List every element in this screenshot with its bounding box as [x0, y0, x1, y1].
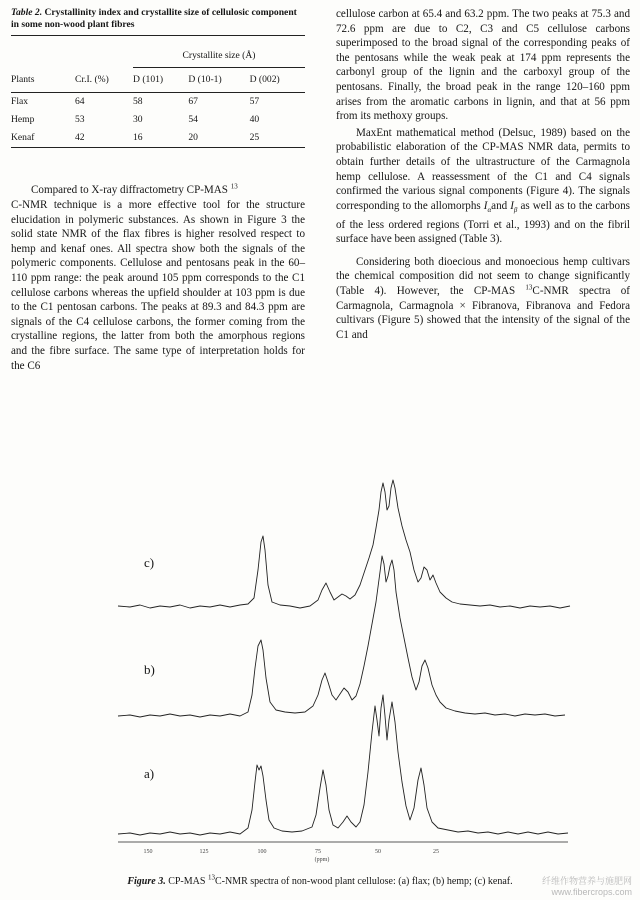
table-cell: 16 [133, 129, 188, 148]
subscript: β [513, 205, 518, 214]
spectrum-label-b: b) [144, 662, 155, 677]
table-cell: 40 [249, 114, 260, 126]
subscript: α [487, 205, 492, 214]
table-cell: 20 [188, 129, 249, 148]
body-text: and [491, 199, 508, 212]
body-paragraph [336, 255, 630, 343]
table-cell: Hemp [11, 114, 35, 126]
table-header-plants: Plants [11, 68, 75, 93]
spectrum-c-trace [118, 480, 570, 608]
superscript: 13 [525, 283, 533, 292]
table-cell: 54 [188, 114, 198, 126]
table-cell: 67 [188, 96, 198, 108]
x-tick-label: 50 [375, 849, 381, 855]
figure-caption-text: C-NMR spectra of non-wood plant cellulose: (a) flax; (b) hemp; (c) kenaf. [214, 876, 513, 887]
table-cell: 64 [75, 96, 85, 108]
table-cell: Flax [11, 96, 29, 108]
body-paragraph: cellulose carbon at 65.4 and 63.2 ppm. The two peaks at 75.3 and 72.6 ppm are due to C2, C3 and C5 cellulose carbons superimposed to the broad signal of the corresponding peaks of the pentosans while the weak peak at 174 ppm represents the carbonyl group of the lignin and the carboxyl group of the pentosans. Finally, the broad peak in the range 120–160 ppm arises from the aromatic carbons in lignin, and that at 56 ppm from its methoxy groups. [336, 8, 630, 123]
table-header-d10-1: D (10-1) [188, 68, 249, 93]
body-text: Considering both dioecious and monoecious hemp cultivars the chemical composition did not seem to change significantly (Table 4). However, the CP-MAS [336, 255, 630, 297]
x-tick-label: 100 [257, 849, 267, 855]
body-text: C-NMR spectra of Carmagnola, Carmagnola × Fibranova, Fibranova and Fedora cultivars (Figure 5) showed that the intensity of the signal of the C1 and [336, 284, 630, 341]
superscript: 13 [230, 182, 238, 191]
figure-caption-text: CP-MAS [168, 876, 206, 887]
x-tick-label: 125 [199, 849, 209, 855]
x-tick-label: 75 [315, 849, 321, 855]
right-column [336, 7, 630, 342]
table-cell: 25 [250, 129, 305, 148]
table-header-d002: D (002) [250, 68, 305, 93]
left-column [11, 7, 305, 373]
nmr-spectra-plot [0, 470, 640, 863]
body-text: Compared to X-ray diffractometry CP-MAS [31, 184, 228, 197]
table-row [11, 129, 305, 148]
body-paragraph [336, 126, 630, 247]
table-row [11, 93, 305, 112]
table-caption-label: Table 2. [11, 7, 43, 18]
table-cell: 58 [133, 96, 143, 108]
superscript: 13 [207, 873, 215, 882]
body-text: as well as to the carbons of the less ordered regions (Torri et al., 1993) and on the fibril surface have been assigned (Table 3). [336, 199, 630, 246]
crystallinity-table [11, 35, 305, 148]
table-header-group: Crystallite size (Å) [133, 36, 305, 68]
table-header-cri: Cr.I. (%) [75, 68, 133, 93]
table-caption-text: Crystallinity index and crystallite size of cellulosic component in some non-wood plant fibres [11, 7, 297, 31]
table-row [11, 111, 305, 129]
spectrum-label-a: a) [144, 766, 155, 781]
spectrum-b-trace [118, 556, 565, 717]
table-header-d101: D (101) [133, 68, 188, 93]
nmr-spectra-figure [0, 470, 640, 863]
x-axis-unit: (ppm) [314, 857, 330, 863]
table-cell: 57 [249, 96, 260, 108]
body-text: MaxEnt mathematical method (Delsuc, 1989) based on the probabilistic elaboration of the CP-MAS NMR data, permits to obtain further details of the ultrastructure of the Carmagnola hemp cellulose. A reassessment of the C1 and C4 signals confirmed the various signal components (Figure 4). The signals corresponding to the allomorphs [336, 126, 630, 212]
table-cell: 53 [75, 114, 85, 126]
body-text: C-NMR technique is a more effective tool for the structure elucidation in polymeric substances. As shown in Figure 3 the solid state NMR of the flax fibres is higher resolved respect to hemp and kenaf ones. All spectra show both the signals of the polymeric components. Cellulose and pentosans peak in the 60–110 ppm range: the peak around 105 ppm corresponds to the C1 cellulose carbons whereas the upfield shoulder at 103 ppm is due to the C1 pentosan carbons. The peaks at 89.3 and 84.3 ppm are signals of the C4 cellulose carbons, the former coming from the crystalline regions, the latter from both the amorphous regions and the fibre surface. The same type of interpretation holds for the C6 [11, 199, 305, 372]
spectrum-a-trace [118, 695, 568, 835]
body-paragraph [11, 183, 305, 373]
x-tick-label: 150 [143, 849, 153, 855]
watermark-line: www.fibercrops.com [551, 887, 632, 897]
watermark [542, 876, 632, 898]
italic-symbol: I [483, 199, 488, 212]
italic-symbol: I [510, 199, 514, 212]
table-cell: Kenaf [11, 129, 75, 148]
spectrum-label-c: c) [144, 555, 155, 570]
figure-caption-label: Figure 3. [127, 876, 166, 887]
table-cell: 30 [133, 114, 143, 126]
x-tick-label: 25 [433, 849, 439, 855]
watermark-line: 纤维作物营养与施肥网 [541, 876, 632, 886]
table-caption [11, 7, 305, 31]
table-cell: 42 [75, 129, 133, 148]
